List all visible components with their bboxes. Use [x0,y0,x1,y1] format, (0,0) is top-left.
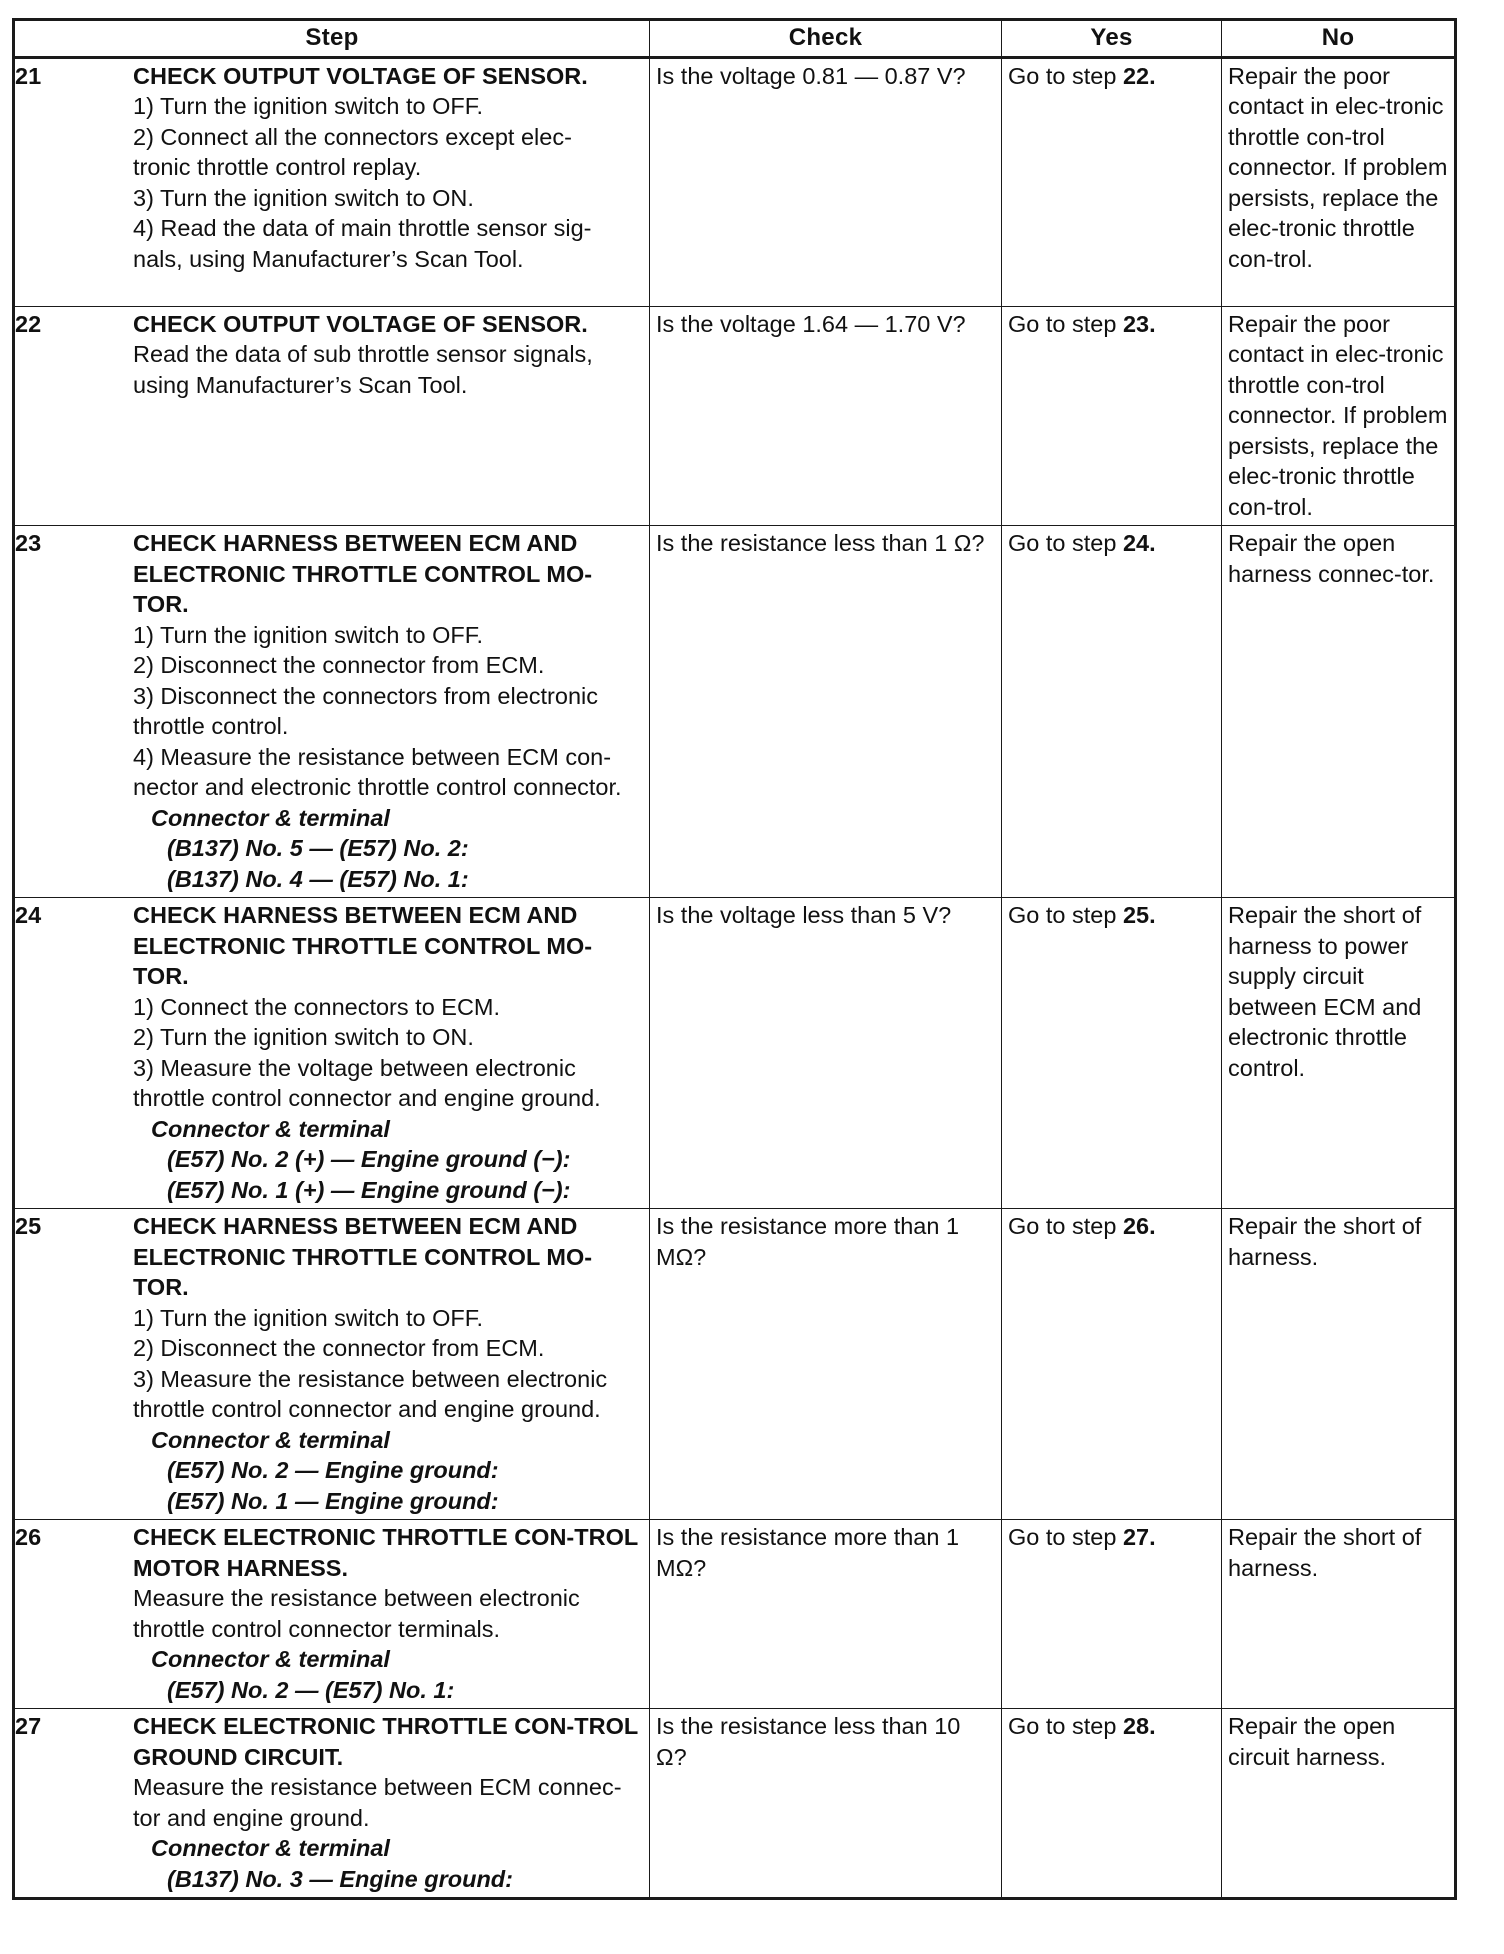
step-cell [14,57,650,306]
header-step: Step [14,20,650,58]
step-instruction: 1) Turn the ignition switch to OFF. [133,621,484,648]
step-instruction: 1) Turn the ignition switch to OFF. [133,93,484,119]
step-cell [14,1209,650,1520]
step-title: CHECK HARNESS BETWEEN ECM AND ELECTRONIC THROTTLE CONTROL MO-TOR. [133,1213,593,1300]
terminal-spec: (E57) No. 1 — Engine ground: [167,1487,499,1514]
yes-step-number: 27. [1122,1524,1156,1550]
step-instruction: 2) Disconnect the connector from ECM. [133,1335,545,1361]
yes-cell [1002,1209,1222,1520]
step-instruction: 4) Measure the resistance between ECM con- [133,743,612,770]
terminal-spec: (B137) No. 5 — (E57) No. 2: [167,835,469,861]
step-instruction: 2) Turn the ignition switch to ON. [133,1024,474,1050]
table-header-row [14,20,1456,58]
step-body [133,61,643,275]
step-body [133,1522,643,1705]
step-number: 22 [15,310,42,337]
step-instruction: 3) Measure the resistance between electronic [133,1365,608,1392]
check-cell: Is the resistance less than 10 Ω? [650,1709,1002,1899]
step-instruction: tor and engine ground. [133,1804,370,1831]
yes-prefix: Go to step [1008,530,1123,556]
step-cell [14,1709,650,1899]
yes-step-number: 24. [1122,530,1156,556]
step-number: 21 [15,62,42,89]
table-row [14,1709,1456,1899]
connector-terminal-label: Connector & terminal [151,1835,390,1861]
step-instruction: 1) Connect the connectors to ECM. [133,993,501,1020]
step-instruction: 2) Disconnect the connector from ECM. [133,652,545,678]
no-cell: Repair the poor contact in elec-tronic throttle con-trol connector. If problem persists, replace the elec-tronic throttle con-trol. [1222,57,1456,306]
terminal-spec: (E57) No. 1 (+) — Engine ground (−): [167,1176,571,1203]
step-instruction: throttle control connector and engine ground. [133,1085,601,1111]
header-no: No [1222,20,1456,58]
step-instruction: using Manufacturer’s Scan Tool. [133,371,468,398]
header-yes: Yes [1002,20,1222,58]
check-cell: Is the resistance more than 1 MΩ? [650,1520,1002,1709]
table-row [14,1209,1456,1520]
table-body [14,57,1456,1899]
step-instruction: nals, using Manufacturer’s Scan Tool. [133,245,524,272]
yes-cell [1002,526,1222,898]
yes-step-number: 25. [1122,902,1156,928]
yes-step-number: 22. [1122,62,1156,89]
check-cell: Is the resistance less than 1 Ω? [650,526,1002,898]
terminal-spec: (B137) No. 3 — Engine ground: [167,1865,513,1892]
no-cell: Repair the short of harness to power supply circuit between ECM and electronic throttle control. [1222,898,1456,1209]
yes-cell [1002,57,1222,306]
step-title: CHECK ELECTRONIC THROTTLE CON-TROL GROUND CIRCUIT. [133,1713,638,1770]
step-instruction: Read the data of sub throttle sensor signals, [133,341,593,367]
step-number: 26 [15,1524,42,1550]
no-cell: Repair the short of harness. [1222,1520,1456,1709]
step-body [133,1711,643,1894]
connector-terminal-label: Connector & terminal [151,1646,390,1672]
step-instruction: Measure the resistance between ECM connec- [133,1774,622,1800]
table-row [14,57,1456,306]
terminal-spec: (E57) No. 2 — Engine ground: [167,1457,499,1483]
yes-prefix: Go to step [1008,1524,1123,1550]
yes-cell [1002,306,1222,526]
step-number: 27 [15,1713,42,1739]
header-check: Check [650,20,1002,58]
step-title: CHECK OUTPUT VOLTAGE OF SENSOR. [133,310,588,337]
step-instruction: 1) Turn the ignition switch to OFF. [133,1304,484,1331]
step-body [133,1211,643,1516]
step-instruction: 3) Disconnect the connectors from electronic [133,682,598,709]
no-cell: Repair the poor contact in elec-tronic throttle con-trol connector. If problem persists, replace the elec-tronic throttle con-trol. [1222,306,1456,526]
no-cell: Repair the open circuit harness. [1222,1709,1456,1899]
connector-terminal-label: Connector & terminal [151,804,390,831]
step-body [133,900,643,1205]
yes-prefix: Go to step [1008,310,1123,337]
yes-prefix: Go to step [1008,1713,1123,1739]
check-cell: Is the resistance more than 1 MΩ? [650,1209,1002,1520]
step-body [133,528,643,894]
table-row [14,306,1456,526]
step-instruction: throttle control. [133,713,289,739]
yes-prefix: Go to step [1008,1213,1123,1239]
check-cell: Is the voltage 1.64 — 1.70 V? [650,306,1002,526]
step-instruction: tronic throttle control replay. [133,154,422,180]
table-row [14,526,1456,898]
no-cell: Repair the open harness connec-tor. [1222,526,1456,898]
terminal-spec: (B137) No. 4 — (E57) No. 1: [167,865,469,892]
check-cell: Is the voltage less than 5 V? [650,898,1002,1209]
terminal-spec: (E57) No. 2 — (E57) No. 1: [167,1676,455,1703]
step-instruction: 2) Connect all the connectors except elec- [133,123,572,150]
step-instruction: throttle control connector and engine ground. [133,1396,601,1422]
yes-step-number: 23. [1122,310,1156,337]
step-instruction: 4) Read the data of main throttle sensor sig- [133,215,592,241]
step-cell [14,526,650,898]
yes-step-number: 26. [1122,1213,1156,1239]
terminal-spec: (E57) No. 2 (+) — Engine ground (−): [167,1146,571,1172]
step-title: CHECK ELECTRONIC THROTTLE CON-TROL MOTOR HARNESS. [133,1524,638,1581]
diagnostic-table [12,18,1457,1900]
table-row [14,1520,1456,1709]
step-instruction: throttle control connector terminals. [133,1615,501,1642]
no-cell: Repair the short of harness. [1222,1209,1456,1520]
step-number: 25 [15,1213,42,1239]
step-instruction: 3) Turn the ignition switch to ON. [133,184,474,211]
step-title: CHECK HARNESS BETWEEN ECM AND ELECTRONIC THROTTLE CONTROL MO-TOR. [133,902,593,989]
yes-cell [1002,898,1222,1209]
connector-terminal-label: Connector & terminal [151,1115,390,1142]
check-cell: Is the voltage 0.81 — 0.87 V? [650,57,1002,306]
yes-cell [1002,1520,1222,1709]
step-title: CHECK OUTPUT VOLTAGE OF SENSOR. [133,62,588,89]
step-title: CHECK HARNESS BETWEEN ECM AND ELECTRONIC THROTTLE CONTROL MO-TOR. [133,530,593,617]
yes-step-number: 28. [1122,1713,1156,1739]
yes-prefix: Go to step [1008,902,1123,928]
step-number: 24 [15,902,42,928]
yes-prefix: Go to step [1008,62,1123,89]
connector-terminal-label: Connector & terminal [151,1426,390,1453]
yes-cell [1002,1709,1222,1899]
step-instruction: nector and electronic throttle control connector. [133,774,622,800]
step-cell [14,898,650,1209]
step-instruction: 3) Measure the voltage between electronic [133,1054,576,1081]
step-instruction: Measure the resistance between electronic [133,1585,580,1611]
step-body [133,309,643,401]
step-cell [14,306,650,526]
step-cell [14,1520,650,1709]
step-number: 23 [15,530,42,556]
table-row [14,898,1456,1209]
